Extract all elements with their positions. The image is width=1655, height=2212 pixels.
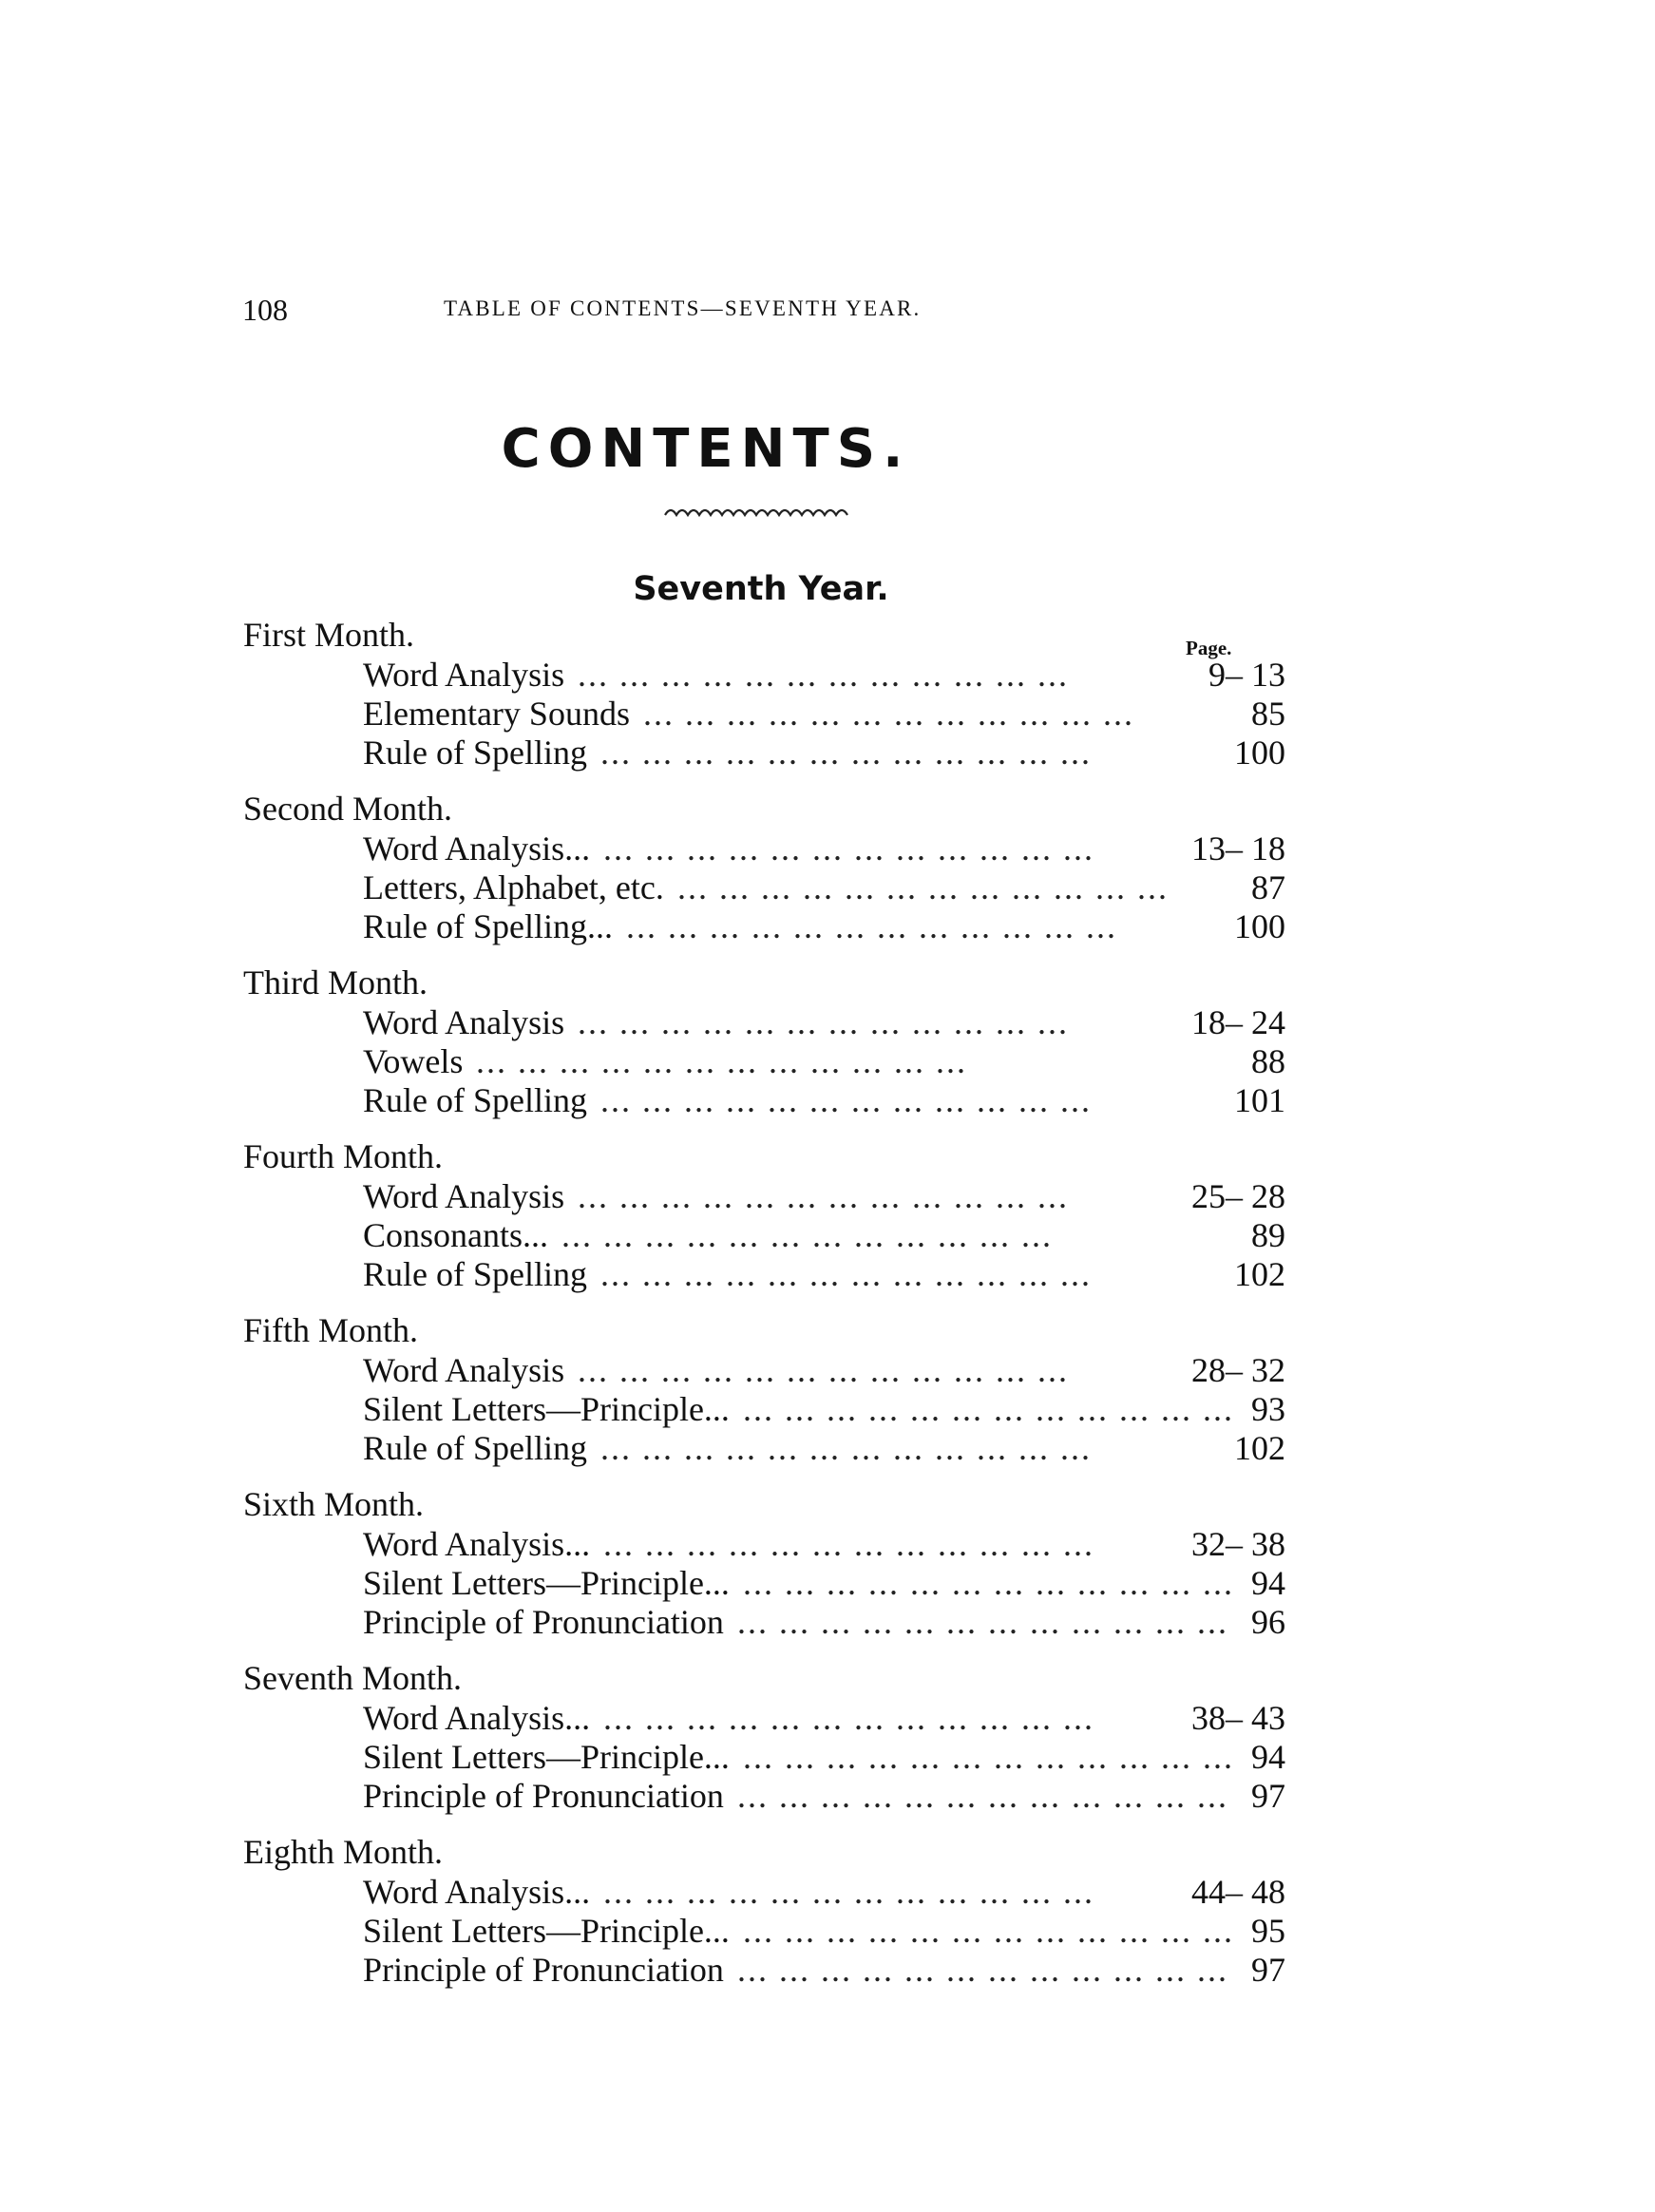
dot-leaders: ... ... ... ... ... ... ... ... ... ... ... ... [603,1873,1094,1911]
toc-entry [0,1003,1412,1042]
page-title: CONTENTS. [501,418,911,480]
entry-title: Vowels [363,1042,464,1080]
entry-title: Word Analysis [363,1351,565,1389]
entry-page-number: 25– 28 [1191,1177,1285,1215]
entry-page-number: 9– 13 [1208,656,1285,694]
month-section [0,788,1412,946]
toc-entry [0,1912,1412,1951]
month-title: Third Month. [243,963,428,1001]
month-title: Sixth Month. [243,1485,425,1523]
dot-leaders: ... ... ... ... ... ... ... ... ... ... ... ... [737,1777,1228,1815]
dot-leaders: ... ... ... ... ... ... ... ... ... ... ... ... [578,1003,1069,1041]
entry-title: Silent Letters—Principle... [363,1738,730,1776]
dot-leaders: ... ... ... ... ... ... ... ... ... ... ... ... [578,1177,1069,1215]
entry-page-number: 93 [1251,1390,1285,1428]
entry-title: Silent Letters—Principle... [363,1564,730,1602]
month-title: Fourth Month. [243,1137,444,1175]
running-title: TABLE OF CONTENTS—SEVENTH YEAR. [444,296,922,320]
toc-entry [0,695,1412,734]
dot-leaders: ... ... ... ... ... ... ... ... ... ... ... ... [743,1912,1234,1950]
entry-page-number: 44– 48 [1191,1873,1285,1911]
entry-page-number: 89 [1251,1216,1285,1254]
entry-page-number: 87 [1251,868,1285,906]
month-section [0,614,1412,772]
entry-page-number: 101 [1234,1081,1285,1119]
month-title: Second Month. [243,790,452,828]
dot-leaders: ... ... ... ... ... ... ... ... ... ... ... ... [643,695,1134,733]
entry-page-number: 102 [1234,1255,1285,1293]
toc-entry [0,1081,1412,1120]
page-number: 108 [242,293,288,327]
dot-leaders: ... ... ... ... ... ... ... ... ... ... ... ... [737,1603,1228,1641]
entry-title: Silent Letters—Principle... [363,1390,730,1428]
section-gap [0,1468,1412,1483]
entry-title: Word Analysis... [363,1699,591,1737]
entry-title: Word Analysis... [363,830,591,868]
section-gap [0,1294,1412,1309]
dot-leaders: ... ... ... ... ... ... ... ... ... ... ... ... [626,907,1117,945]
entry-page-number: 94 [1251,1564,1285,1602]
entry-page-number: 88 [1251,1042,1285,1080]
entry-page-number: 100 [1234,734,1285,772]
toc-entry [0,1525,1412,1564]
toc-entry [0,1738,1412,1777]
entry-title: Rule of Spelling [363,1255,587,1293]
dot-leaders: ... ... ... ... ... ... ... ... ... ... ... ... [743,1390,1234,1428]
dot-leaders: ... ... ... ... ... ... ... ... ... ... ... ... [600,1081,1092,1119]
toc-entry [0,1951,1412,1990]
dot-leaders: ... ... ... ... ... ... ... ... ... ... ... ... [603,830,1094,868]
dot-leaders: ... ... ... ... ... ... ... ... ... ... ... ... [561,1216,1053,1254]
entry-title: Word Analysis [363,1003,565,1041]
entry-title: Principle of Pronunciation [363,1777,724,1815]
entry-page-number: 95 [1251,1912,1285,1950]
section-gap [0,1642,1412,1657]
dot-leaders: ... ... ... ... ... ... ... ... ... ... ... ... [578,1351,1069,1389]
toc-entry [0,1351,1412,1390]
entry-title: Principle of Pronunciation [363,1603,724,1641]
entry-page-number: 32– 38 [1191,1525,1285,1563]
toc-entry [0,1873,1412,1912]
entry-page-number: 100 [1234,907,1285,945]
toc-entry [0,1390,1412,1429]
entry-page-number: 13– 18 [1191,830,1285,868]
month-section [0,1483,1412,1642]
section-gap [0,1990,1412,2005]
entry-page-number: 102 [1234,1429,1285,1467]
entry-title: Word Analysis... [363,1525,591,1563]
dot-leaders: ... ... ... ... ... ... ... ... ... ... ... ... [677,868,1169,906]
dot-leaders: ... ... ... ... ... ... ... ... ... ... ... ... [476,1042,967,1080]
dot-leaders: ... ... ... ... ... ... ... ... ... ... ... ... [603,1525,1094,1563]
dot-leaders: ... ... ... ... ... ... ... ... ... ... ... ... [603,1699,1094,1737]
wavy-rule-ornament [660,502,860,523]
toc-entry [0,1216,1412,1255]
month-title: Eighth Month. [243,1833,444,1871]
page-column-label: Page. [1186,637,1232,659]
month-section [0,1135,1412,1294]
toc-entry [0,656,1412,695]
section-gap [0,1816,1412,1831]
dot-leaders: ... ... ... ... ... ... ... ... ... ... ... ... [737,1951,1228,1989]
entry-page-number: 97 [1251,1777,1285,1815]
entry-title: Word Analysis [363,656,565,694]
entry-title: Rule of Spelling... [363,907,613,945]
section-gap [0,772,1412,788]
month-title: First Month. [243,616,415,654]
month-title: Fifth Month. [243,1311,419,1349]
toc-entry [0,830,1412,868]
entry-title: Rule of Spelling [363,1081,587,1119]
entry-page-number: 96 [1251,1603,1285,1641]
toc-entry [0,868,1412,907]
toc-entry [0,907,1412,946]
entry-title: Elementary Sounds [363,695,630,733]
entry-title: Silent Letters—Principle... [363,1912,730,1950]
toc-entry [0,1429,1412,1468]
section-gap [0,1120,1412,1135]
toc-entry [0,1603,1412,1642]
entry-title: Consonants... [363,1216,549,1254]
entry-title: Rule of Spelling [363,734,587,772]
dot-leaders: ... ... ... ... ... ... ... ... ... ... ... ... [743,1738,1234,1776]
running-head [242,293,1097,331]
section-gap [0,946,1412,962]
entry-title: Principle of Pronunciation [363,1951,724,1989]
entry-page-number: 38– 43 [1191,1699,1285,1737]
table-of-contents [0,614,1412,2005]
month-section [0,1309,1412,1468]
toc-entry [0,1564,1412,1603]
entry-page-number: 28– 32 [1191,1351,1285,1389]
entry-page-number: 97 [1251,1951,1285,1989]
dot-leaders: ... ... ... ... ... ... ... ... ... ... ... ... [578,656,1069,694]
entry-title: Rule of Spelling [363,1429,587,1467]
toc-entry [0,734,1412,772]
month-title: Seventh Month. [243,1659,462,1697]
entry-title: Letters, Alphabet, etc. [363,868,664,906]
toc-entry [0,1699,1412,1738]
dot-leaders: ... ... ... ... ... ... ... ... ... ... ... ... [743,1564,1234,1602]
entry-title: Word Analysis... [363,1873,591,1911]
section-subtitle: Seventh Year. [633,570,889,608]
dot-leaders: ... ... ... ... ... ... ... ... ... ... ... ... [600,1429,1092,1467]
toc-entry [0,1177,1412,1216]
entry-page-number: 94 [1251,1738,1285,1776]
dot-leaders: ... ... ... ... ... ... ... ... ... ... ... ... [600,734,1092,772]
toc-entry [0,1255,1412,1294]
entry-page-number: 85 [1251,695,1285,733]
month-section [0,962,1412,1120]
entry-page-number: 18– 24 [1191,1003,1285,1041]
dot-leaders: ... ... ... ... ... ... ... ... ... ... ... ... [600,1255,1092,1293]
month-section [0,1831,1412,1990]
toc-entry [0,1042,1412,1081]
month-section [0,1657,1412,1816]
entry-title: Word Analysis [363,1177,565,1215]
toc-entry [0,1777,1412,1816]
